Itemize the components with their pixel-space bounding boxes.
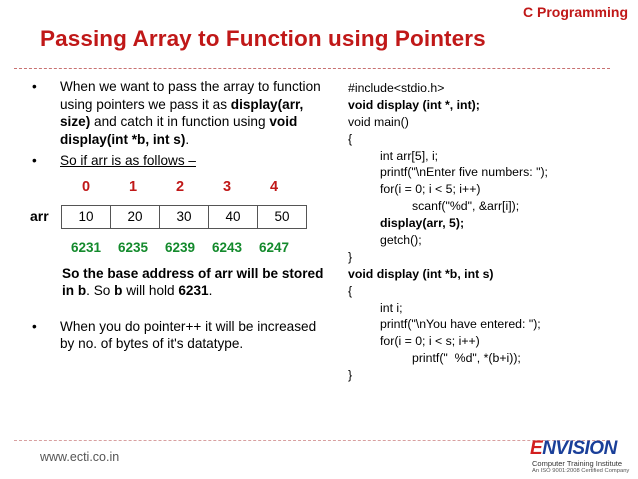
logo-tagline: Computer Training Institute xyxy=(532,459,623,468)
note-bold-1: So the base address of arr will be stored in b xyxy=(62,265,324,298)
code-line: void display (int *, int); xyxy=(348,97,480,112)
base-address-note xyxy=(24,265,324,300)
array-address: 6239 xyxy=(164,239,196,255)
array-index: 4 xyxy=(269,178,279,195)
bullet-text-mid: and catch it in function using xyxy=(90,114,270,129)
array-address: 6243 xyxy=(211,239,243,255)
code-line: #include<stdio.h> xyxy=(348,81,445,95)
bullet-text-pre: When we want to pass the array to function using pointers we pass it as xyxy=(60,79,321,112)
code-line: printf("\nYou have entered: "); xyxy=(380,317,541,332)
slide-title: Passing Array to Function using Pointers xyxy=(40,26,486,51)
bullet-text-end: . xyxy=(185,131,190,147)
array-address: 6231 xyxy=(70,239,102,255)
note-mid: . So xyxy=(86,283,115,298)
array-index: 1 xyxy=(128,178,138,195)
code-line: } xyxy=(348,368,353,383)
code-line: scanf("%d", &arr[i]); xyxy=(412,199,520,214)
bullet-text: When you do pointer++ it will be increased by no. of bytes of it's datatype. xyxy=(60,318,317,351)
code-line: void display (int *b, int s) xyxy=(348,266,494,281)
code-line: } xyxy=(348,249,353,264)
code-line: { xyxy=(348,283,353,298)
left-column xyxy=(24,78,324,353)
array-cell: 40 xyxy=(208,205,258,229)
array-label: arr xyxy=(30,207,49,224)
note-end: . xyxy=(208,283,213,298)
bullet-dot: • xyxy=(32,79,37,94)
bullet-dot: • xyxy=(32,153,37,168)
note-mid-2: will hold xyxy=(122,283,179,298)
logo-iso-note: An ISO 9001:2008 Certified Company xyxy=(532,468,630,474)
logo-wordmark: ENVISION xyxy=(530,438,617,459)
code-line: for(i = 0; i < 5; i++) xyxy=(380,182,481,197)
top-divider xyxy=(14,68,610,69)
array-diagram xyxy=(24,205,324,229)
bullet-item-arr-follows xyxy=(24,152,324,170)
code-line: printf(" %d", *(b+i)); xyxy=(412,351,521,366)
code-line: getch(); xyxy=(380,233,422,248)
envision-logo xyxy=(530,438,630,476)
array-cell: 30 xyxy=(159,205,209,229)
array-address: 6247 xyxy=(258,239,290,255)
topic-label: C Programming xyxy=(522,4,628,20)
array-index: 3 xyxy=(222,178,232,195)
array-cells xyxy=(62,205,307,229)
footer-url: www.ecti.co.in xyxy=(40,450,120,464)
code-line: printf("\nEnter five numbers: "); xyxy=(380,165,548,180)
note-bold-2: b xyxy=(114,283,123,298)
array-index: 0 xyxy=(81,178,91,195)
bullet-dot: • xyxy=(32,318,37,334)
code-listing xyxy=(348,80,548,384)
array-cell: 10 xyxy=(61,205,111,229)
bullet-text-call: display(arr, size) xyxy=(60,96,304,129)
bottom-divider xyxy=(14,440,610,441)
code-line: display(arr, 5); xyxy=(380,216,465,231)
bullet-text: So if arr is as follows – xyxy=(60,153,196,168)
code-line: int i; xyxy=(380,300,403,315)
bullet-item-pass-array xyxy=(24,78,324,148)
array-address-row xyxy=(24,239,324,257)
array-index-row xyxy=(24,179,324,197)
array-cell: 50 xyxy=(257,205,307,229)
code-line: void main() xyxy=(348,114,409,129)
bullet-item-pointer-increment xyxy=(24,318,324,353)
array-address: 6235 xyxy=(117,239,149,255)
code-line: for(i = 0; i < s; i++) xyxy=(380,334,480,349)
note-bold-3: 6231 xyxy=(178,283,209,298)
code-line: { xyxy=(348,131,353,146)
bullet-text-signature: void display(int *b, int s) xyxy=(60,114,298,147)
array-cell: 20 xyxy=(110,205,160,229)
array-index: 2 xyxy=(175,178,185,195)
code-line: int arr[5], i; xyxy=(380,148,439,163)
